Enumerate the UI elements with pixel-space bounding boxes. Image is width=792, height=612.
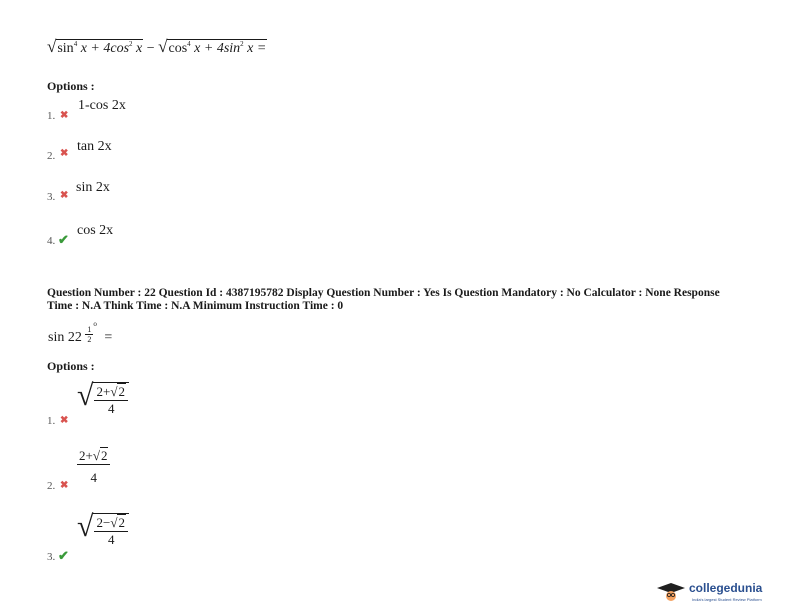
option-text: cos 2x xyxy=(77,223,114,238)
cross-icon: ✖ xyxy=(60,148,69,159)
fraction-one-half xyxy=(85,325,93,344)
brand-name: collegedunia xyxy=(689,581,763,595)
denominator: 4 xyxy=(107,401,115,417)
graduate-icon xyxy=(656,582,686,602)
operator: + xyxy=(85,448,93,463)
option-1[interactable] xyxy=(47,98,247,122)
option-expression xyxy=(77,508,129,548)
collegedunia-logo xyxy=(656,580,786,604)
numerator: 1 xyxy=(87,325,92,335)
option-1[interactable] xyxy=(47,377,247,429)
cross-icon: ✖ xyxy=(60,190,69,201)
radicand-2 xyxy=(167,39,267,57)
operator: − xyxy=(102,515,111,531)
digit: 2 xyxy=(96,384,103,400)
digit: 2 xyxy=(100,448,108,463)
question-21-expression: $√\sin^4$ $x + 4\cos^2$ $x - √\cos^4$ $x + 4\sin^2$ x = xyxy=(47,37,267,56)
expr-text: cos xyxy=(168,41,188,56)
expr-text: x + 4cos xyxy=(80,41,130,56)
cross-icon: ✖ xyxy=(60,480,69,491)
option-3[interactable] xyxy=(47,508,247,564)
digit: 2 xyxy=(118,515,125,531)
option-3[interactable] xyxy=(47,180,247,204)
expr-text: x = xyxy=(247,41,267,56)
option-number: 1. xyxy=(47,110,56,122)
digit: 2 xyxy=(96,515,103,531)
option-4[interactable] xyxy=(47,223,247,247)
denominator: 4 xyxy=(107,532,115,548)
option-expression xyxy=(77,447,110,486)
expr-text: sin xyxy=(57,41,74,56)
numerator: 2+√2 xyxy=(77,447,110,465)
option-2[interactable] xyxy=(47,447,247,495)
sqrt-symbol: √ xyxy=(77,379,94,412)
options-heading: Options : xyxy=(47,79,95,93)
expr-text: x + 4sin xyxy=(194,41,241,56)
equals: = xyxy=(104,330,113,345)
radicand-1 xyxy=(56,39,143,57)
option-number: 3. xyxy=(47,551,56,563)
digit: 2 xyxy=(79,448,86,463)
numerator: 2−√2 xyxy=(94,514,127,532)
check-icon: ✔ xyxy=(58,232,69,247)
sqrt-symbol: √ xyxy=(158,37,168,56)
check-icon: ✔ xyxy=(58,548,69,563)
denominator: 2 xyxy=(87,335,92,345)
fraction xyxy=(77,447,110,486)
exponent: 2 xyxy=(240,40,244,48)
cross-icon: ✖ xyxy=(60,110,69,121)
option-number: 1. xyxy=(47,415,56,427)
brand-tagline: India's largest Student Review Platform xyxy=(692,597,762,602)
option-text: tan 2x xyxy=(77,139,112,154)
option-text: 1-cos 2x xyxy=(78,98,126,113)
numerator: 2+√2 xyxy=(94,383,127,401)
question-22-meta xyxy=(47,287,759,313)
option-expression xyxy=(77,377,129,417)
operator: + xyxy=(102,384,111,400)
option-number: 3. xyxy=(47,191,56,203)
exponent: 2 xyxy=(129,40,133,48)
options-heading: Options : xyxy=(47,359,95,373)
expr-text: x xyxy=(136,41,143,56)
option-2[interactable] xyxy=(47,139,247,163)
fraction xyxy=(93,382,128,417)
exponent: 4 xyxy=(73,40,78,48)
sqrt-symbol: √ xyxy=(77,510,94,543)
option-number: 2. xyxy=(47,480,56,492)
option-text: sin 2x xyxy=(76,180,110,195)
sqrt-symbol: √ xyxy=(47,37,57,56)
denominator: 4 xyxy=(90,470,97,485)
exponent: 4 xyxy=(187,40,191,48)
degree-symbol: o xyxy=(93,320,97,328)
option-number: 4. xyxy=(47,235,56,247)
expr-text: sin 22 xyxy=(48,330,82,345)
meta-line: Time : N.A Think Time : N.A Minimum Instruction Time : 0 xyxy=(47,300,344,312)
fraction xyxy=(93,513,128,548)
question-22-expression xyxy=(48,320,112,348)
cross-icon: ✖ xyxy=(60,415,69,426)
meta-line: Question Number : 22 Question Id : 4387195782 Display Question Number : Yes Is Question Mandatory : No Calculator : None Response xyxy=(47,287,720,299)
option-number: 2. xyxy=(47,150,56,162)
digit: 2 xyxy=(118,384,125,400)
